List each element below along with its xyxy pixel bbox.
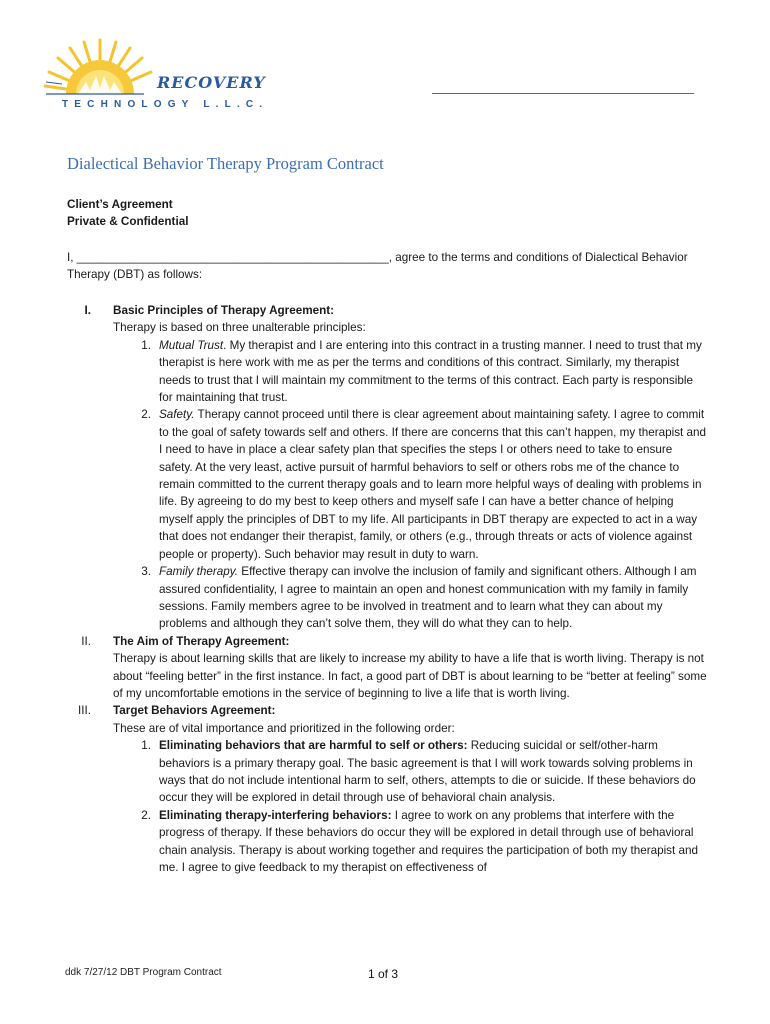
section-target-behaviors (67, 702, 707, 737)
section-title: Basic Principles of Therapy Agreement: (113, 304, 335, 317)
item-text: . My therapist and I are entering into this contract in a trusting manner. I need to trust that my therapist is here work with me as per the terms and conditions of this contract. Similarly, my therapist needs to trust that I will maintain my commitment to the terms of this contract. Each party is responsible for maintaining that trust. (159, 338, 702, 405)
logo-name-line2: TECHNOLOGY L.L.C. (62, 99, 269, 110)
section-basic-principles (67, 302, 707, 337)
item-number: 2. (141, 808, 151, 822)
list-item-harmful-behaviors (67, 737, 707, 807)
document-title: Dialectical Behavior Therapy Program Contract (67, 154, 384, 173)
list-item-therapy-interfering (67, 807, 707, 877)
section-number: I. (84, 304, 91, 317)
section-aim (67, 633, 707, 703)
section-title: The Aim of Therapy Agreement: (113, 634, 290, 648)
subtitle-clients-agreement: Client’s Agreement (67, 198, 173, 211)
item-number: 1. (141, 739, 151, 753)
item-text: Effective therapy can involve the inclusion of family and significant others. Although I am assured confidentiality, I agree to maintain an open and honest communication with my family in family sessions. Family members agree to be involved in treatment and to learn what they can about my problems and although they can’t solve them, they will do what they can to help. (159, 565, 697, 631)
page-number: 1 of 3 (368, 967, 399, 981)
contract-body (67, 302, 707, 876)
section-lead: Therapy is about learning skills that are likely to increase my ability to have a life that is worth living. Therapy is not about “feeling better” in the first instance. In fact, a good part of DBT is about learning to be “better at feeling” some of my uncomfortable emotions in the service of beginning to live a life that is worth living. (113, 652, 707, 700)
item-label: Safety. (159, 408, 195, 422)
footer-doc-info: ddk 7/27/12 DBT Program Contract (65, 967, 222, 978)
item-label: Eliminating behaviors that are harmful to self or others: (159, 739, 468, 753)
logo-name-line1: RECOVERY (157, 73, 266, 92)
section-title: Target Behaviors Agreement: (113, 704, 276, 718)
item-number: 3. (141, 565, 151, 579)
item-number: 2. (141, 408, 151, 422)
company-logo (40, 32, 269, 124)
header-rule (432, 93, 694, 94)
item-text: Reducing suicidal or self/other-harm behaviors is a primary therapy goal. The basic agreement is that I will work towards solving problems in ways that do not include intentional harm to self, others, attempts to die or suicide. If these behaviors do occur they will be explored in detail through use of behavioral chain analysis. (159, 739, 696, 805)
section-number: II. (81, 634, 91, 648)
list-item-mutual-trust (67, 337, 707, 407)
subtitle-private-confidential: Private & Confidential (67, 215, 189, 228)
item-text: I agree to work on any problems that interfere with the progress of therapy. If these behaviors do occur they will be explored in detail through use of behavioral chain analysis. Therapy is about working together and requires the participation of both my therapist and me. I agree to give feedback to my therapist on effectiveness of (159, 808, 699, 874)
item-label: Mutual Trust (159, 338, 224, 352)
list-item-safety (67, 406, 707, 563)
item-label: Family therapy. (159, 565, 239, 579)
section-lead: These are of vital importance and prioritized in the following order: (113, 721, 455, 735)
item-number: 1. (141, 338, 151, 352)
item-text: Therapy cannot proceed until there is clear agreement about maintaining safety. I agree to commit to the goal of safety towards self and others. If there are concerns that this can’t happen, my therapist and I need to have in place a clear safety plan that specifies the steps I or others need to take to ensure safety. At the very least, active pursuit of harmful behaviors to self or others robs me of the chance to remain committed to the current therapy goals and to learn more helpful ways of dealing with problems in life. By agreeing to do my best to keep others and myself safe I can have a better chance of helping myself apply the principles of DBT to my life. All participants in DBT therapy are expected to act in a way that does not endanger their therapist, family, or others (e.g., through threats or acts of violence against people or property). Such behavior may result in duty to warn. (159, 408, 707, 561)
section-number: III. (78, 704, 91, 718)
item-label: Eliminating therapy-interfering behaviors: (159, 808, 392, 822)
intro-paragraph: I, ________________________________________________, agree to the terms and conditions of Dialectical Behavior Therapy (DBT) as follows: (67, 251, 688, 282)
list-item-family-therapy (67, 563, 707, 633)
section-lead: Therapy is based on three unalterable principles: (113, 321, 366, 335)
